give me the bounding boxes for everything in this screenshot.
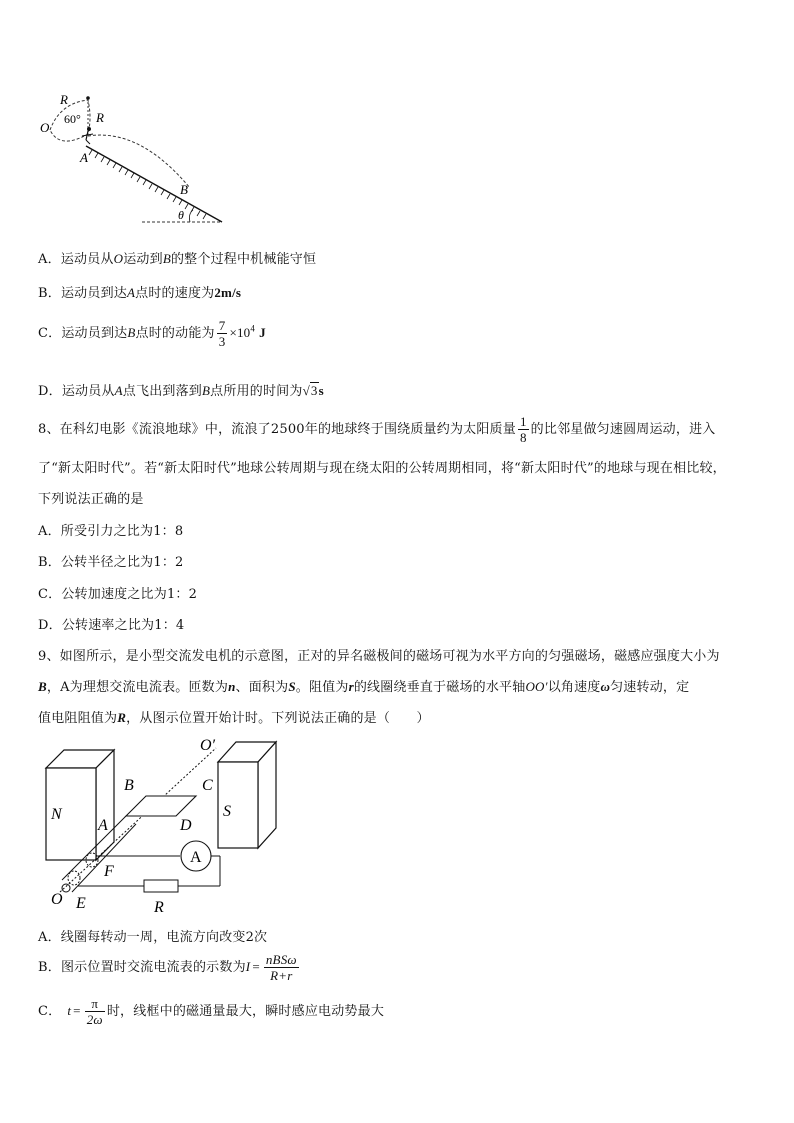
denominator: 3 — [218, 334, 226, 349]
denominator: 8 — [519, 430, 527, 445]
text: 匀速转动，定 — [610, 680, 690, 695]
label-D: D — [180, 817, 192, 834]
label-R: R — [154, 899, 164, 916]
unit: s — [318, 383, 324, 398]
text: 运动员到达 — [60, 286, 127, 301]
q7-option-c — [38, 318, 266, 349]
fraction-time — [85, 996, 105, 1027]
text: 以角速度 — [547, 680, 601, 695]
q9-stem-line1: 9、如图所示，是小型交流发电机的示意图，正对的异名磁极间的磁场可视为水平方向的匀强磁场，磁感应强度大小为 — [38, 649, 720, 664]
numerator: nBSω — [265, 952, 297, 967]
equals: = — [73, 1003, 81, 1018]
var-A: A — [126, 285, 136, 300]
label-O: O — [51, 891, 63, 908]
sqrt-3: √3 — [302, 383, 318, 398]
text: ，从图示位置开始计时。下列说法正确的是（ ） — [126, 711, 430, 726]
label-N: N — [51, 806, 62, 823]
var-B: B — [162, 251, 171, 266]
equals: = — [252, 959, 260, 974]
denominator: R+r — [270, 968, 293, 983]
fraction-current — [264, 952, 299, 983]
q9-option-c — [38, 996, 384, 1027]
fraction-7-3 — [217, 318, 228, 349]
q9-option-b — [38, 952, 301, 983]
label-A: A — [80, 150, 88, 165]
text: 运动员从 — [61, 384, 115, 399]
q7-option-b — [38, 282, 241, 301]
exponent: 4 — [250, 323, 256, 334]
magnet-N — [46, 750, 114, 860]
label-theta: θ — [178, 208, 184, 222]
text: 的整个过程中机械能守恒 — [170, 252, 317, 267]
text: ，A为理想交流电流表。匝数为 — [46, 680, 229, 695]
var-n: n — [228, 679, 236, 694]
trajectory-path — [88, 135, 190, 188]
text: 点时的速度为 — [135, 286, 215, 301]
text: 点所用的时间为 — [210, 384, 303, 399]
label-Oprime: O′ — [200, 737, 216, 754]
numerator: π — [85, 996, 105, 1012]
var-S: S — [288, 679, 296, 694]
label-angle: 60° — [64, 112, 81, 126]
q8-option-b: B．公转半径之比为1：2 — [38, 555, 184, 570]
text: 、面积为 — [235, 680, 289, 695]
label-F: F — [104, 863, 114, 880]
label-B: B — [180, 182, 188, 197]
var-B: B — [202, 383, 211, 398]
text: 。阻值为 — [295, 680, 349, 695]
q8-stem-line3: 下列说法正确的是 — [38, 492, 144, 507]
var-O: O — [113, 251, 124, 266]
var-I: I — [245, 959, 251, 974]
q8-option-a: A．所受引力之比为1：8 — [38, 524, 184, 539]
label-A: A — [98, 817, 108, 834]
label-E: E — [76, 895, 86, 912]
q9-stem-line3 — [38, 707, 430, 726]
option-b-label: B． — [38, 960, 61, 975]
q8-stem-line2: 了“新太阳时代”。若“新太阳时代”地球公转周期与现在绕太阳的公转周期相同，将“新太阳时代”的地球与现在相比较， — [38, 461, 726, 476]
q9-option-a: A．线圈每转动一周，电流方向改变2次 — [38, 930, 268, 945]
label-B: B — [124, 777, 134, 794]
text: 运动员到达 — [61, 326, 128, 341]
fraction-1-8 — [518, 414, 529, 445]
resistor-icon — [144, 880, 178, 892]
numerator: 7 — [218, 318, 226, 333]
unit: J — [259, 325, 266, 340]
option-c-label: C． — [38, 1004, 62, 1019]
q7-option-a — [38, 248, 316, 267]
ammeter-label: A — [190, 849, 202, 866]
var-omega: ω — [600, 679, 611, 694]
denominator: 2ω — [86, 1012, 103, 1027]
label-S: S — [223, 803, 231, 820]
option-b-label: B． — [38, 286, 61, 301]
q8-stem-line1 — [38, 414, 715, 445]
label-R-top: R — [60, 92, 68, 107]
speed-value: 2m/s — [214, 285, 242, 300]
label-C: C — [202, 777, 213, 794]
skier-icon — [82, 127, 93, 144]
text: 点时的动能为 — [135, 326, 215, 341]
q7-option-d — [38, 380, 324, 399]
label-O: O — [40, 120, 50, 135]
var-t: t — [67, 1003, 72, 1018]
q9-stem-line2 — [38, 676, 689, 695]
text: 8、在科幻电影《流浪地球》中，流浪了2500年的地球终于围绕质量约为太阳质量 — [38, 422, 516, 437]
text: 运动到 — [123, 252, 163, 267]
q8-option-c: C．公转加速度之比为1：2 — [38, 587, 198, 602]
times-ten: ×10 — [229, 325, 251, 340]
coil — [126, 796, 196, 816]
var-OO: OO′ — [525, 679, 548, 694]
magnet-S — [218, 742, 276, 848]
text: 时，线框中的磁通量最大，瞬时感应电动势最大 — [106, 1004, 385, 1019]
radicand: 3 — [310, 383, 318, 398]
var-B: B — [127, 325, 136, 340]
numerator: 1 — [519, 414, 527, 429]
var-R: R — [117, 710, 127, 725]
q7-figure — [30, 88, 230, 228]
text: 值电阻阻值为 — [38, 711, 118, 726]
text: 点飞出到落到 — [122, 384, 202, 399]
text: 运动员从 — [60, 252, 114, 267]
var-r: r — [348, 679, 354, 694]
q9-generator-figure — [40, 732, 290, 916]
text: 的比邻星做匀速圆周运动，进入 — [530, 422, 716, 437]
var-B: B — [38, 679, 47, 694]
q8-option-d: D．公转速率之比为1：4 — [38, 618, 185, 633]
text: 图示位置时交流电流表的示数为 — [60, 960, 246, 975]
slope-line — [86, 146, 222, 222]
option-a-label: A． — [38, 252, 61, 267]
var-A: A — [114, 383, 123, 398]
text: 的线圈绕垂直于磁场的水平轴 — [353, 680, 526, 695]
option-c-label: C． — [38, 326, 62, 341]
label-R-side: R — [96, 110, 104, 125]
option-d-label: D． — [38, 384, 62, 399]
